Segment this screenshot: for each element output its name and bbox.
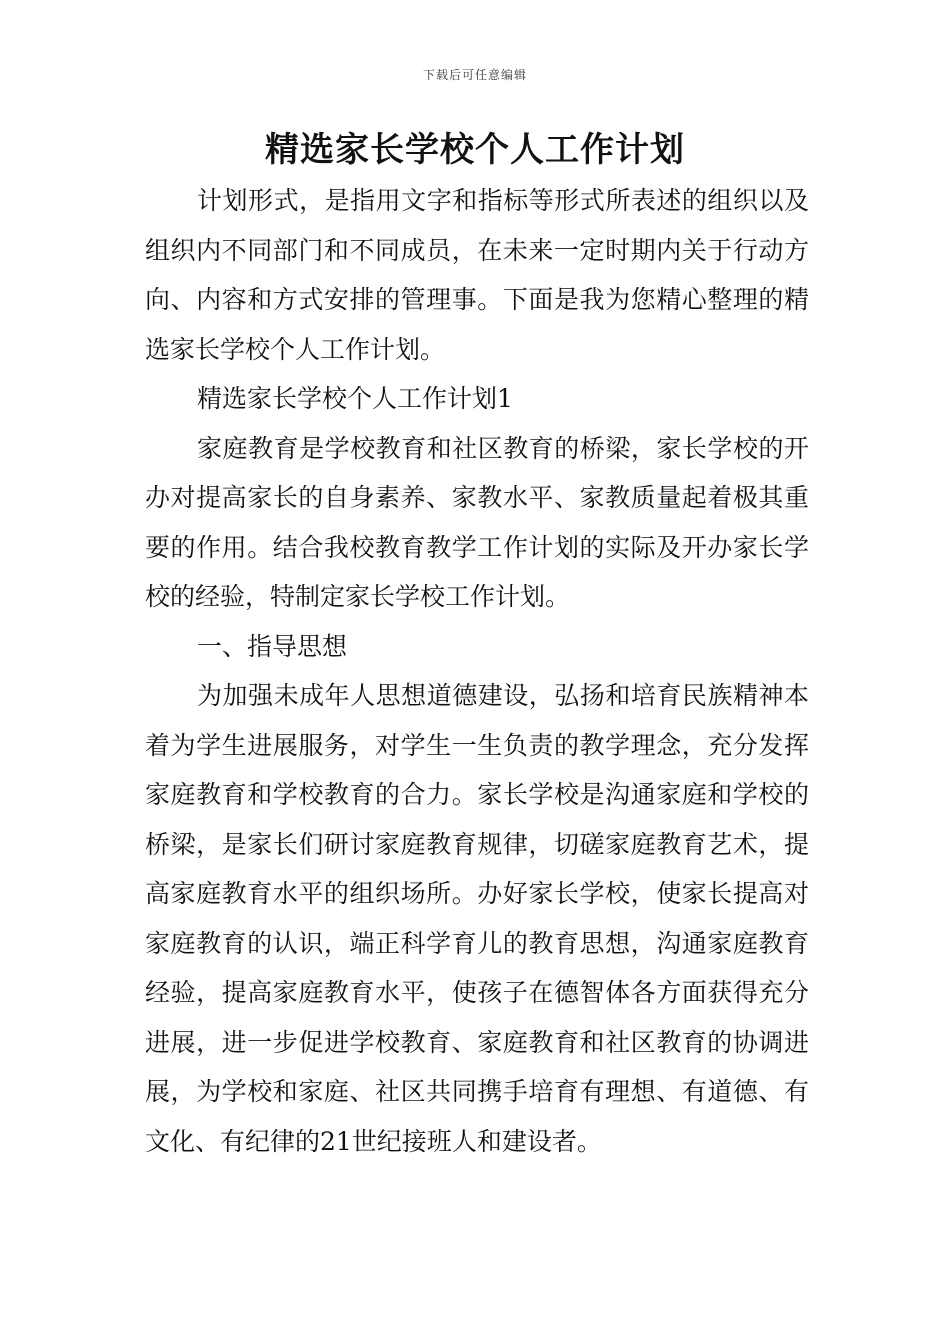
- section-heading-guiding-ideology: 一、指导思想: [197, 631, 348, 661]
- document-title: 精选家长学校个人工作计划: [265, 130, 685, 170]
- guiding-ideology-paragraph: 为加强未成年人思想道德建设，弘扬和培育民族精神本着为学生进展服务，对学生一生负责的教学理念，充分发挥家庭教育和学校教育的合力。家长学校是沟通家庭和学校的桥梁，是家长们研讨家庭教育规律，切磋家庭教育艺术，提高家庭教育水平的组织场所。办好家长学校，使家长提高对家庭教育的认识，端正科学育儿的教育思想，沟通家庭教育经验，提高家庭教育水平，使孩子在德智体各方面获得充分进展，进一步促进学校教育、家庭教育和社区教育的协调进展，为学校和家庭、社区共同携手培育有理想、有道德、有文化、有纪律的21世纪接班人和建设者。: [145, 681, 809, 1156]
- plan-heading: 精选家长学校个人工作计划1: [197, 384, 513, 413]
- document-body: [145, 176, 809, 1166]
- page-header-note: 下载后可任意编辑: [422, 68, 527, 82]
- intro-paragraph: 计划形式，是指用文字和指标等形式所表述的组织以及组织内不同部门和不同成员，在未来一定时期内关于行动方向、内容和方式安排的管理事。下面是我为您精心整理的精选家长学校个人工作计划。: [145, 186, 809, 364]
- background-paragraph: 家庭教育是学校教育和社区教育的桥梁，家长学校的开办对提高家长的自身素养、家教水平、家教质量起着极其重要的作用。结合我校教育教学工作计划的实际及开办家长学校的经验，特制定家长学校工作计划。: [145, 433, 809, 611]
